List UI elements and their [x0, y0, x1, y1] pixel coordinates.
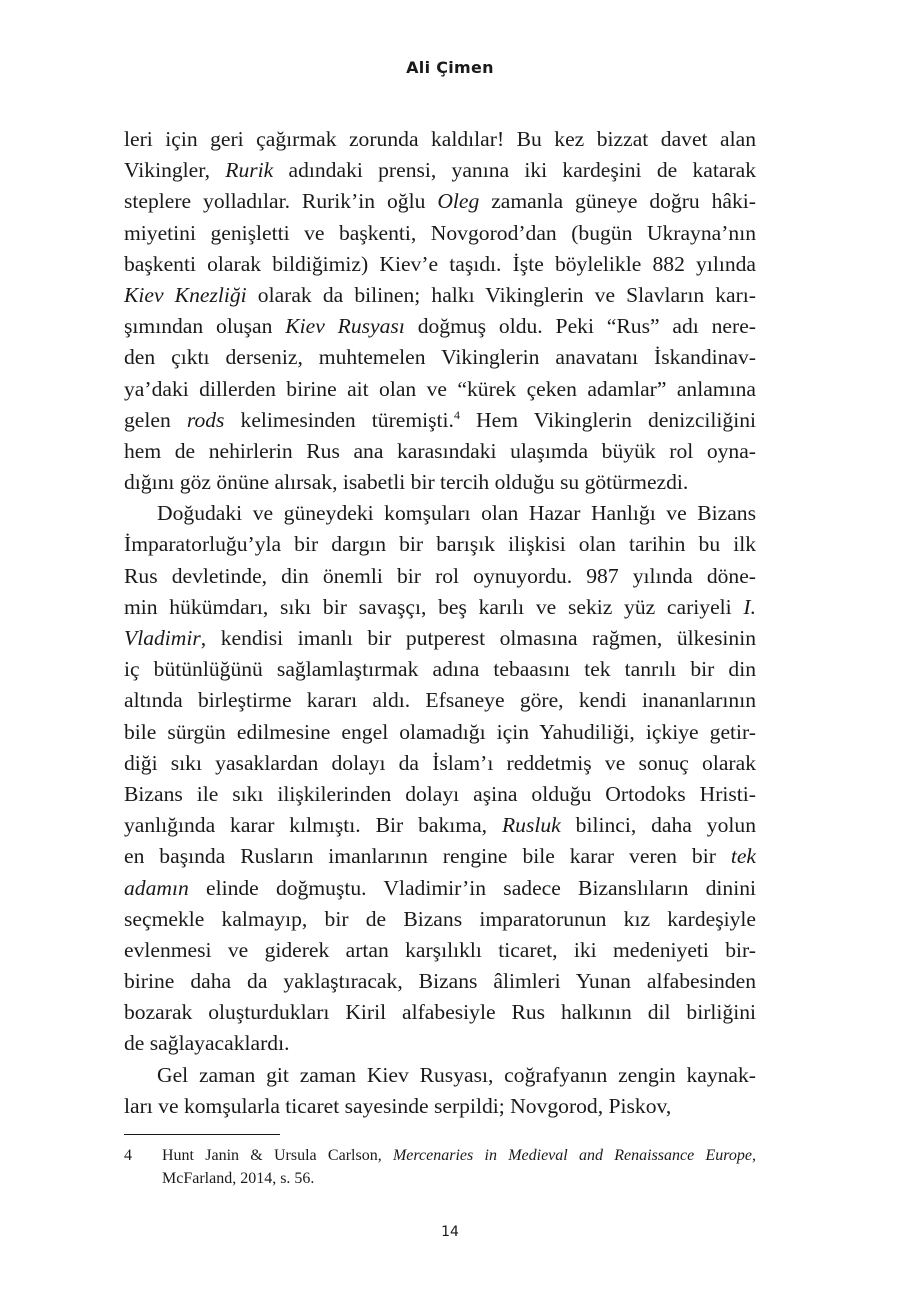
- text-run: Hem Vikinglerin denizciliğini: [459, 407, 756, 432]
- italic-text: Oleg: [437, 189, 480, 214]
- text-run: de sağlayacaklardı.: [124, 1031, 290, 1056]
- body-line: [124, 498, 756, 529]
- body-line: [124, 124, 756, 155]
- italic-text: tek: [730, 844, 756, 869]
- text-run: Hunt Janin & Ursula Carlson,: [162, 1147, 393, 1164]
- body-line: [124, 935, 756, 966]
- text-run: Gel zaman git zaman Kiev Rusyası, coğrafyanın zengin kaynak-: [157, 1062, 756, 1087]
- footnote-text: [162, 1144, 756, 1190]
- body-line: [124, 623, 756, 654]
- text-run: zamanla güneye doğru hâki-: [479, 189, 756, 214]
- body-line: [124, 592, 756, 623]
- text-run: altında birleştirme kararı aldı. Efsaneye göre, kendi inananlarının: [124, 688, 756, 713]
- text-run: diği sıkı yasaklardan dolayı da İslam’ı reddetmiş ve sonuç olarak: [124, 750, 756, 775]
- text-run: adındaki prensi, yanına iki kardeşini de katarak: [273, 158, 756, 183]
- text-run: bile sürgün edilmesine engel olamadığı için Yahudiliği, içkiye getir-: [124, 719, 756, 744]
- text-run: miyetini genişletti ve başkenti, Novgorod’dan (bugün Ukrayna’nın: [124, 220, 756, 245]
- italic-text: Kiev Knezliği: [124, 282, 247, 307]
- body-line: [124, 155, 756, 186]
- body-line: [124, 748, 756, 779]
- body-line: [124, 249, 756, 280]
- italic-text: rods: [186, 407, 225, 432]
- text-run: ya’daki dillerden birine ait olan ve “kürek çeken adamlar” anlamına: [124, 376, 756, 401]
- text-run: bozarak oluşturdukları Kiril alfabesiyle Rus halkının dil birliğini: [124, 1000, 756, 1025]
- text-run: İmparatorluğu’yla bir dargın bir barışık ilişkisi olan tarihin bu ilk: [124, 532, 756, 557]
- body-line: [124, 717, 756, 748]
- text-run: yanlığında karar kılmıştı. Bir bakıma,: [124, 813, 502, 838]
- text-run: Bizans ile sıkı ilişkilerinden dolayı aşina olduğu Ortodoks Hristi-: [124, 781, 756, 806]
- italic-text: Rusluk: [501, 813, 561, 838]
- text-run: McFarland, 2014, s. 56.: [162, 1170, 315, 1187]
- page-number: 14: [441, 1224, 459, 1240]
- text-run: elinde doğmuştu. Vladimir’in sadece Bizanslıların dinini: [188, 875, 756, 900]
- body-line: [124, 997, 756, 1028]
- italic-text: Vladimir: [124, 626, 201, 650]
- body-line: [124, 405, 756, 436]
- body-line: [124, 342, 756, 373]
- italic-text: I.: [743, 594, 756, 619]
- text-run: Vikingler,: [124, 158, 226, 183]
- text-run: dığını göz önüne alırsak, isabetli bir tercih olduğu su götürmezdi.: [124, 470, 689, 495]
- footnote-rule: [124, 1134, 280, 1135]
- text-run: den çıktı derseniz, muhtemelen Vikinglerin anavatanı İskandinav-: [124, 345, 756, 370]
- footnote-line: [162, 1144, 756, 1167]
- body-line: [124, 374, 756, 405]
- text-run: ,: [752, 1147, 756, 1164]
- text-run: steplere yolladılar. Rurik’in oğlu: [124, 189, 438, 214]
- body-line: [124, 904, 756, 935]
- body-line: [124, 873, 756, 904]
- body-text: [124, 124, 756, 1122]
- text-run: olarak da bilinen; halkı Vikinglerin ve Slavların karı-: [246, 282, 756, 307]
- body-line: [124, 561, 756, 592]
- body-line: [124, 654, 756, 685]
- text-run: Rus devletinde, din önemli bir rol oynuyordu. 987 yılında döne-: [124, 563, 756, 588]
- body-line: [124, 1060, 756, 1091]
- footnote-number: 4: [124, 1147, 132, 1164]
- text-run: iç bütünlüğünü sağlamlaştırmak adına tebaasını tek tanrılı bir din: [124, 657, 756, 682]
- text-run: leri için geri çağırmak zorunda kaldılar! Bu kez bizzat davet alan: [124, 127, 756, 151]
- italic-text: Kiev Rusyası: [285, 314, 405, 339]
- text-run: bilinci, daha yolun: [560, 813, 756, 838]
- text-run: min hükümdarı, sıkı bir savaşçı, beş karılı ve sekiz yüz cariyeli: [124, 594, 744, 619]
- body-line: [124, 779, 756, 810]
- body-line: [124, 186, 756, 217]
- running-header-author: Ali Çimen: [406, 58, 494, 77]
- italic-text: adamın: [124, 875, 189, 900]
- text-run: hem de nehirlerin Rus ana karasındaki ulaşımda büyük rol oyna-: [124, 438, 756, 463]
- text-run: evlenmesi ve giderek artan karşılıklı ticaret, iki medeniyeti bir-: [124, 937, 756, 962]
- text-run: birine daha da yaklaştıracak, Bizans âlimleri Yunan alfabesinden: [124, 969, 756, 994]
- text-run: seçmekle kalmayıp, bir de Bizans imparatorunun kız kardeşiyle: [124, 906, 756, 931]
- body-line: [124, 1028, 756, 1059]
- footnote-line: [162, 1167, 756, 1190]
- body-line: [124, 467, 756, 498]
- body-line: [124, 436, 756, 467]
- body-line: [124, 966, 756, 997]
- body-line: [124, 280, 756, 311]
- body-line: [124, 218, 756, 249]
- body-line: [124, 810, 756, 841]
- footnote: [124, 1144, 756, 1190]
- body-line: [124, 529, 756, 560]
- italic-text: Rurik: [225, 158, 274, 183]
- text-run: Doğudaki ve güneydeki komşuları olan Hazar Hanlığı ve Bizans: [157, 501, 756, 526]
- body-line: [124, 311, 756, 342]
- text-run: , kendisi imanlı bir putperest olmasına rağmen, ülkesinin: [200, 626, 756, 650]
- body-line: [124, 841, 756, 872]
- text-run: doğmuş oldu. Peki “Rus” adı nere-: [404, 314, 756, 339]
- body-line: [124, 1091, 756, 1122]
- text-run: başkenti olarak bildiğimiz) Kiev’e taşıdı. İşte böylelikle 882 yılında: [124, 251, 756, 276]
- text-run: şımından oluşan: [124, 314, 286, 339]
- footnote-reference: 4: [453, 407, 460, 422]
- text-run: kelimesinden türemişti.: [224, 407, 454, 432]
- text-run: gelen: [124, 407, 187, 432]
- italic-text: Mercenaries in Medieval and Renaissance Europe: [392, 1147, 752, 1164]
- text-run: en başında Rusların imanlarının rengine bile karar veren bir: [124, 844, 731, 869]
- body-line: [124, 685, 756, 716]
- text-run: ları ve komşularla ticaret sayesinde serpildi; Novgorod, Piskov,: [124, 1093, 672, 1118]
